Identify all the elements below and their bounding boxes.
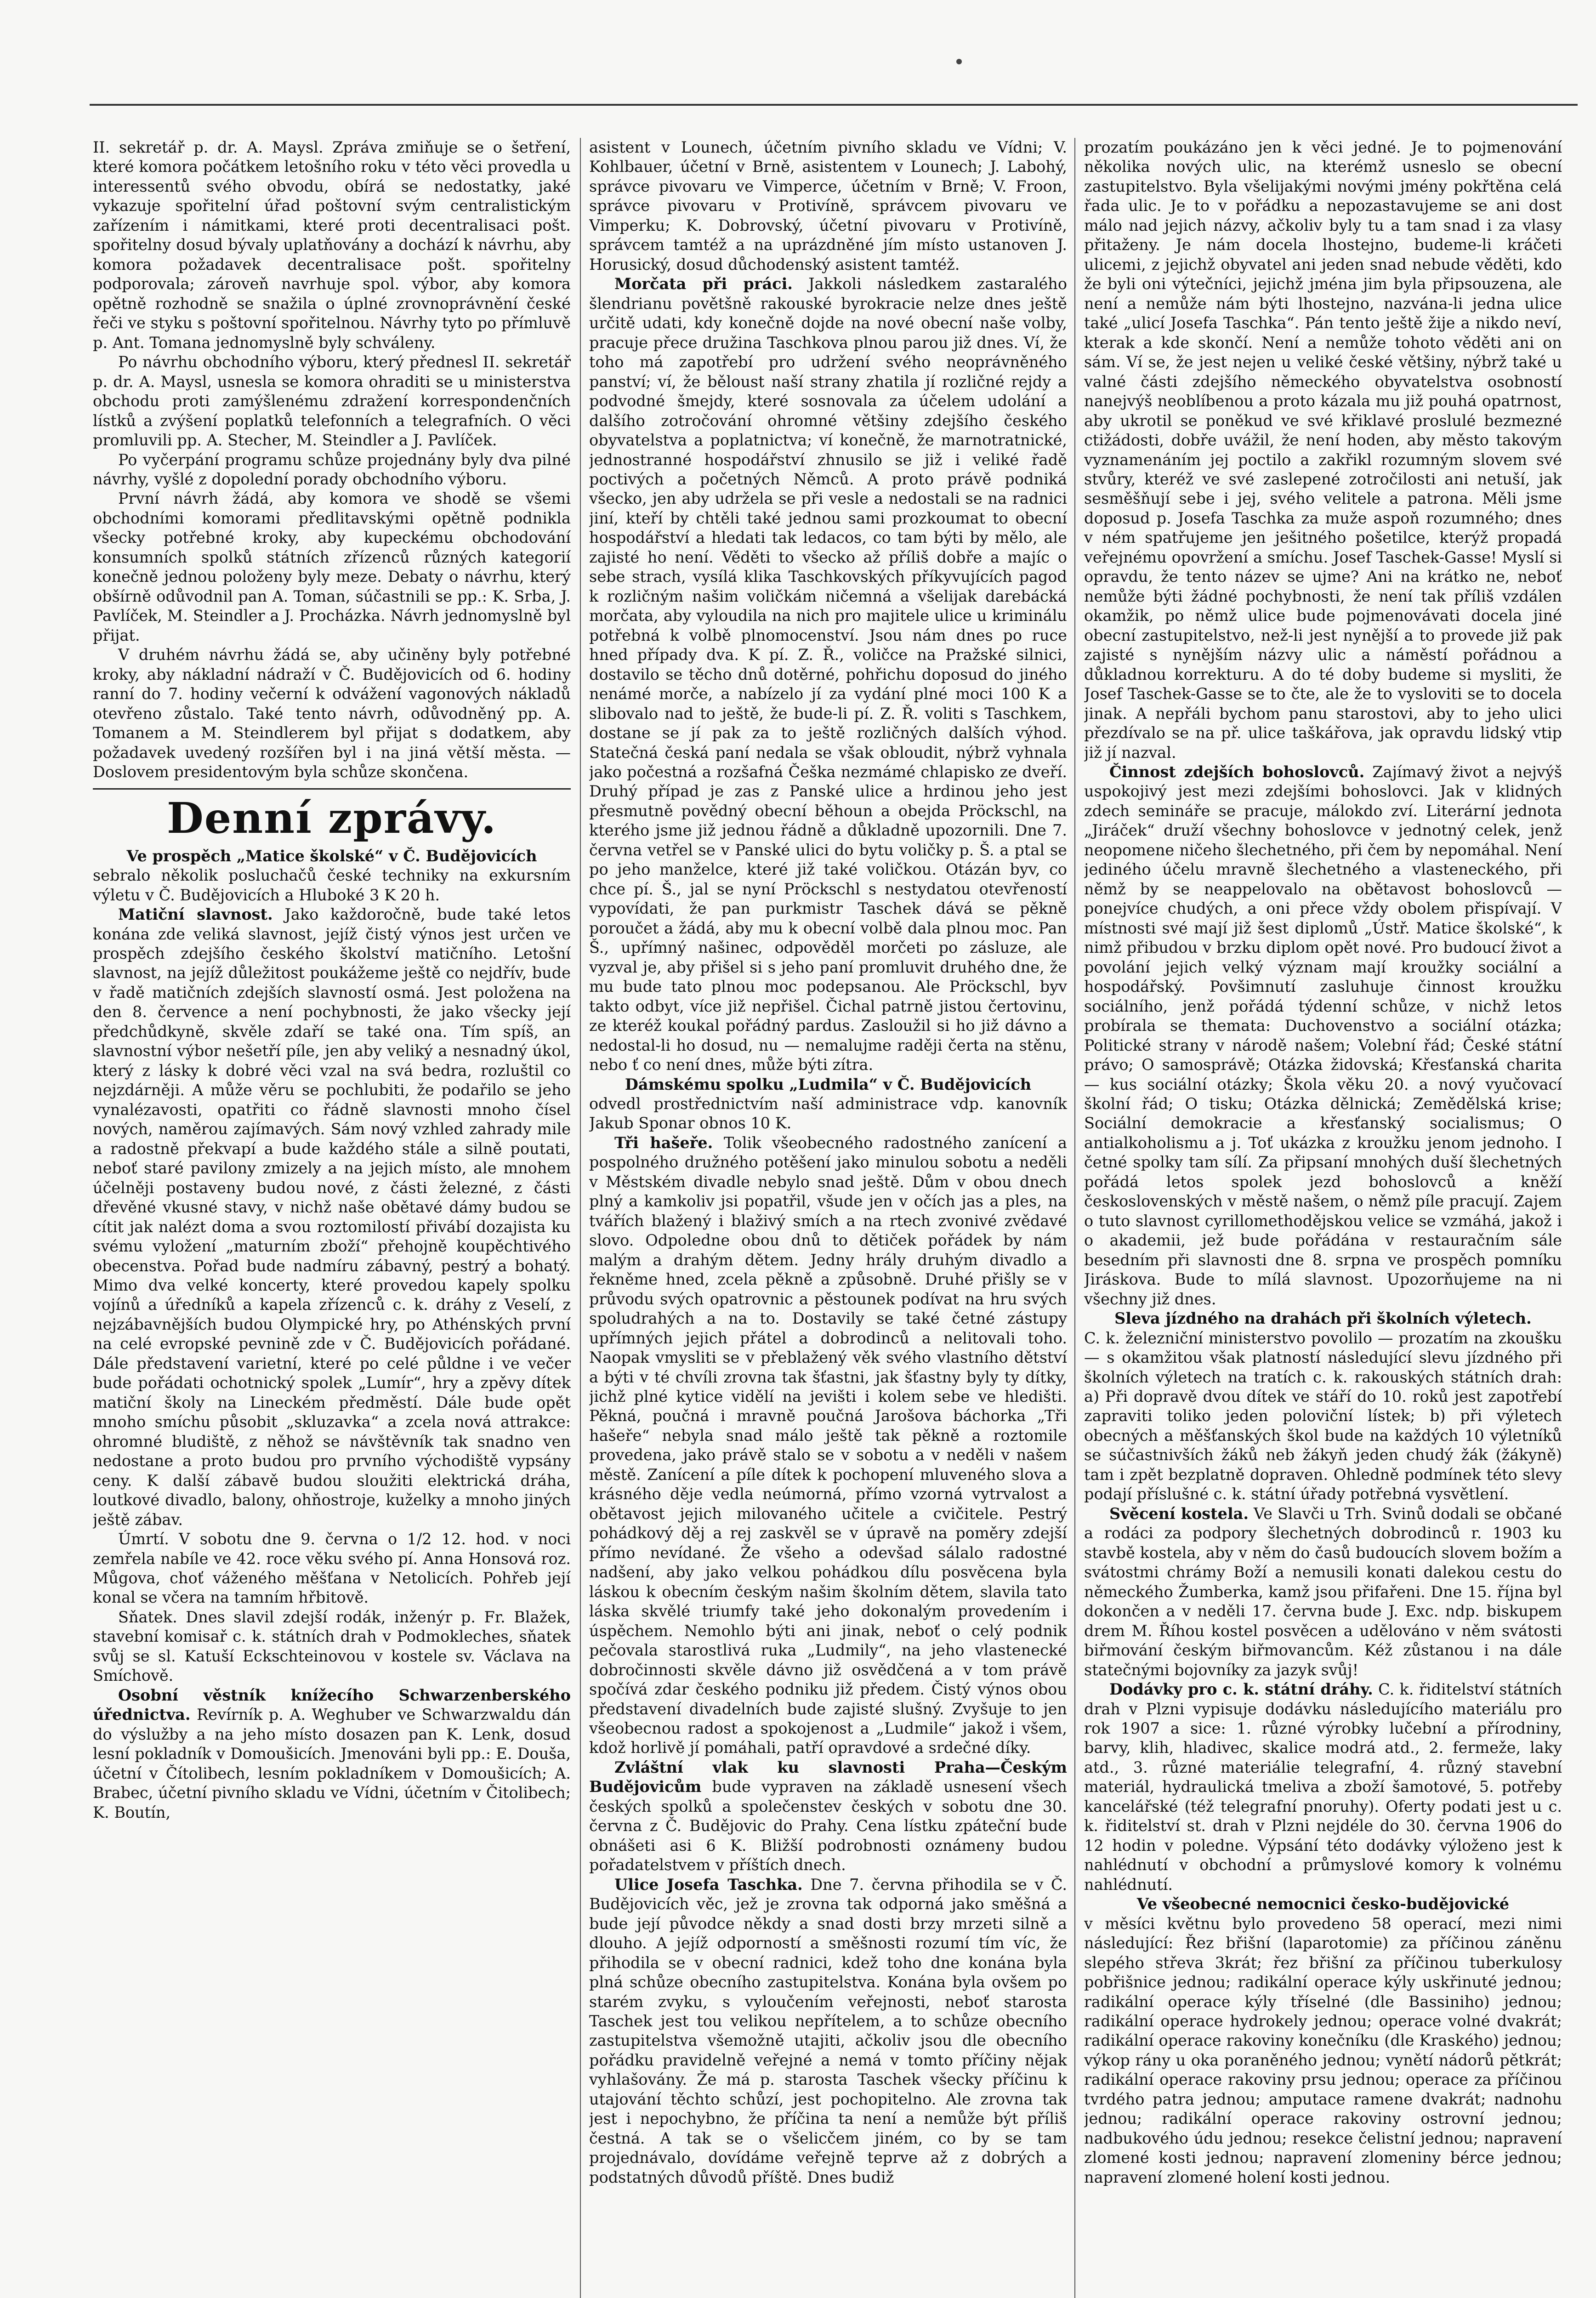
heading-tri-haasere: Tři hašeře. bbox=[614, 1133, 713, 1152]
paragraph-ulice: Dne 7. června přihodila se v Č. Budějovicích věc, jež je zrovna tak odporná jako směšná a bude její původce někdy a snad dosti brzy mrzeti silně a dlouho. A jejíž odporností a směšnosti rozumí tím víc, že přihodila se v obecní radnici, kdež toho dne konána byla plná schůze obecního zastupitelstva. Konána byla ovšem po starém zvyku, s vyloučením veřejnosti, neboť starosta Taschek jest tou velikou nepřítelem, a to schůze obecního zastupitelstva všemožně utajiti, ačkoliv jsou dle obecního pořádku pravidelně veřejné a nemá v tomto příčiny nějak vyhlašovány. Že má p. starosta Taschek všecky příčinu k utajování těchto schůzí, jest pochopitelno. Ale zrovna tak jest i nepochybno, že příčina ta není a nemůže být příliš čestná. A tak se o všelicčem jiném, co by se tam projednávalo, dovídáme veřejně teprve až z dobrých a podstatných důvodů příště. Dnes budiž bbox=[589, 1875, 1067, 2186]
column-2 bbox=[589, 138, 1067, 2298]
heading-nemocnice: Ve všeobecné nemocnici česko-budějovické bbox=[1136, 1895, 1510, 1913]
top-rule bbox=[90, 104, 1578, 106]
section-rule bbox=[93, 788, 571, 790]
heading-slavnost: Matiční slavnost. bbox=[118, 905, 273, 924]
paragraph-vestnik: Revírník p. A. Weghuber ve Schwarzwaldu dán do výslužby a na jeho místo dosazen pan K. Lenk, dosud lesní pokladník v Domoušicích. Jmenováni byli pp.: E. Douša, účetní v Čítolibech, lesním pokladníkem v Domoušicích; A. Brabec, účetní pivního skladu ve Vídni, účetním v Čitolibech; K. Boutín, bbox=[93, 1706, 571, 1821]
heading-dodavky: Dodávky pro c. k. státní dráhy. bbox=[1109, 1680, 1373, 1699]
paragraph-morcata: Jakkoli následkem zastaralého šlendrianu povětšně rakouské byrokracie nelze dnes ještě určitě udati, kdy konečně dojde na nové obecní naše volby, pracuje přece družina Taschkova plnou parou již dnes. Ví, že toho má zapotřebí pro udržení svého neoprávněného panství; ví, že běloust naší strany zhatila jí rozličné rejdy a podvodné šmejdy, které sosnovala za účelem udolání a dalšího zotročování ohromné většiny zdejšího českého obyvatelstva a poplatnictva; ví konečně, že marnotratnické, jednostranné hospodářství zhnusilo se již i veliké řadě poctivých a početných Němců. A proto právě podniká všecko, jen aby udržela se při vesle a nedostali se na radnici jiní, kteří by chtěli také jednou sami prozkoumat to obecní hospodářství a hledati tak ledacos, co tam býti by mělo, ale zajisté ho není. Věděti to všecko až příliš dobře a majíc o sebe strach, vysílá klika Taschkovských příkyvujících pagod k rozličným našim voličkám ničemná a všelijak darebácká morčata, aby vyloudila na nich pro majitele ulice u kriminálu potřebná k volbě plnomocenství. Jsou nám dnes po ruce hned případy dva. K pí. Z. Ř., voličce na Pražské silnici, dostavilo se těcho dnů dotěrné, pohřichu doposud do jiného nenámé morče, a nabízelo jí za vydání plné moci 100 K a slibovalo nad to ještě, že bude-li pí. Z. Ř. voliti s Taschkem, dostane se jí pak za to ještě rozličných dalších výhod. Statečná česká paní nedala se však obloudit, nýbrž vyhnala jako počestná a rozšafná Češka nezmámé chlapisko ze dveří. Druhý případ je zas z Panské ulice a hrdinou jeho jest přesmutně povědný obecní běhoun a obejda Pröckschl, na kterého jsme již jednou řádně a důkladně upozornili. Dne 7. června vetřel se v Panské ulici do bytu voličky p. Š. a ptal se po jeho manželce, které již také voličkou. Otázán byv, co chce pí. Š., jal se nyní Pröckschl s nestydatou otevřeností vypovídati, že pan purkmistr Taschek dává se pěkně poroučet a žádá, aby mu k obecní volbě dala plnou moc. Pan Š., upřímný našinec, odpověděl morčeti po zásluze, ale vyzval je, aby přišel si s jeho paní promluvit druhého dne, že mu bude tato plnou moc podepsanou. Ale Pröckschl, byv takto odbyt, více již nepřišel. Čichal patrně jistou čertovinu, ze kteréž koukal pořádný pardus. Zasloužil si ho již dávno a nedostal-li ho dosud, nu — nemalujme raději čerta na stěnu, nebo ť co není dnes, může býti zítra. bbox=[589, 275, 1067, 1074]
paragraph-tri-haasere: Tolik všeobecného radostného zanícení a pospolného družného potěšení jako minulou sobotu a neděli v Městském divadle nebylo snad ještě. Dům v obou dnech plný a kamkoliv jsi popatřil, všude jen v očích jas a ples, na tvářích blažený i blaživý smích a na rtech zvonivé zvědavé slovo. Odpoledne obou dnů to dětiček pořádek by nám malým a drahým dětem. Jedny hrály druhým divadlo a řekněme hned, zcela pěkně a způsobně. Druhé přišly se v průvodu svých opatrovnic a pěstounek podívat na hru svých spoludrahých a na to. Dostavily se také četné zástupy upřímných jejich přátel a dobrodinců a nelitovali toho. Naopak vmysliti se v přeblažený věk svého vlastního dětství a býti v té chvíli zrovna tak šťastni, jak šťastny byly ty dítky, jichž plné kytice vidělí na jevišti i kolem sebe ve hledišti. Pěkná, poučná i mravně poučná Jarošova báchorka „Tři hašeře“ nebyla snad málo ještě tak pěkně a roztomile provedena, jako právě stalo se v sobotu a v neděli v našem městě. Zanícení a píle dítek k pochopení mluveného slova a krásného děje vedla neúmorná, přímo vzorná vytrvalost a obětavost jejich milovaného učitele a cvičitele. Pestrý pohádkový děj a rej zaskvěl se v úpravě na poměry zdejší přímo nevídané. Že všeho a odevšad sálalo radostné nadšení, aby jako velkou pohádkou dílu posvěcena byla láskou k obecním českým našim školním dětem, slavila tato láska skvělé triumfy také jeho dokonalým provedením i úspěchem. Nemohlo býti ani jinak, neboť o celý podnik pečovala starostlivá ruka „Ludmily“, na jeho vlastenecké dobročinnosti skvěle dávno již osvědčená a v tom právě spočívá zdar českého podniku již předem. Čistý výnos obou představení divadelních bude zajisté slušný. Zvyšuje to jen všeobecnou radost a spokojenost a „Ludmile“ jakož i všem, kdož horlivě jí pomáhali, patří opravdové a srdečné díky. bbox=[589, 1133, 1067, 1757]
printed-dot bbox=[956, 59, 962, 64]
heading-ludmila: Dámskému spolku „Ludmila“ v Č. Budějovicích bbox=[625, 1075, 1032, 1093]
paragraph-sleva: C. k. železniční ministerstvo povolilo — prozatím na zkoušku — s okamžitou však platností následující slevu jízdného při školních výletech na tratích c. k. rakouských státních drah: a) Při dopravě dvou dítek ve stáří do 10. roků jest zapotřebí zapraviti toliko jeden poloviční lístek; b) při výletech obecných a měšťanských škol bude na každých 10 výletníků se súčastnivších žáků neb žákyň jeden chudý žák (žákyně) tam i zpět bezplatně dopraven. Ohledně podmínek této slevy podají příslušné c. k. státní úřady potřebná vysvětlení. bbox=[1084, 1329, 1562, 1503]
heading-cinnost: Činnost zdejších bohoslovců. bbox=[1109, 763, 1365, 781]
paragraph-cinnost: Zajímavý život a nejvýš uspokojivý jest mezi zdejšími bohoslovci. Jak v klidných zdech semináře se pracuje, málokdo zví. Literární jednota „Jiráček“ druží všechny bohoslovce v jednotný celek, jenž neopomene ničeho šlechetného, při čem by nepomáhal. Není jediného účelu mravně šlechetného a vlasteneckého, při němž by se neappelovalo na obětavost bohoslovců — ponejvíce chudých, a oni přece vždy obolem přispívají. V místnosti své mají již šest diplomů „Ústř. Matice školské“, k nimž přibudou v brzku diplom opět nové. Pro budoucí život a povolání jejich velký význam mají kroužky sociální a hospodářský. Povšimnutí zasluhuje činnost kroužku sociálního, jenž pořádá týdenní schůze, v nichž letos probírala se themata: Duchovenstvo a sociální otázka; Politické strany v národě našem; Volební řád; České státní právo; O samosprávě; Otázka židovská; Křesťanská charita — kus sociální otázky; Škola věku 20. a nový vyučovací školní řád; O tisku; Otázka dělnická; Zemědělská krise; Sociální demokracie a křesťanský socialismus; O antialkoholismu a j. Toť ukázka z kroužku jenom jednoho. I četné spolky tam sílí. Za připsaní mnohých duší šlechetných pořádá letos spolek jezd bohoslovců a kněží československých v městě našem, o němž píle pracují. Zajem o tuto slavnost cyrillomethodějskou velice se vzmáhá, jakož i o akademii, jež bude pořádána v restauračním sále besedním při slavnosti dne 8. srpna ve prospěch pomníku Jiráskova. Bude to mílá slavnost. Upozorňujeme na ni všechny již dnes. bbox=[1084, 763, 1562, 1308]
paragraph-ludmila: odvedl prostřednictvím naší administrace vdp. kanovník Jakub Sponar obnos 10 K. bbox=[589, 1094, 1067, 1132]
paragraph-second-motion: V druhém návrhu žádá se, aby učiněny byly potřebné kroky, aby nákladní nádraží v Č. Budějovicích od 6. hodiny ranní do 7. hodiny večerní k odvážení vagonových nákladů otevřeno zůstalo. Také tento návrh, odůvodněný pp. A. Tomanem a M. Steindlerem byl přijat s dodatkem, aby požadavek uvedený rozšířen byl i na jiná větší města. — Doslovem presidentovým byla schůze skončena. bbox=[93, 646, 571, 781]
paragraph-matice: sebralo několik posluchačů české techniky na exkursním výletu v Č. Budějovicích a Hluboké 3 K 20 h. bbox=[93, 866, 571, 904]
column-divider-2 bbox=[1074, 138, 1075, 2298]
paragraph-postal-savings: II. sekretář p. dr. A. Maysl. Zpráva zmiňuje se o šetření, které komora počátkem letošního roku v této věci provedla u interessentů svého obvodu, obírá se nedostatky, jaké vykazuje spořitelní úřad poštovní svým centralistickým zařízením i námitkami, které proti decentralisaci pošt. spořitelny dosud bývaly uplatňovány a dochází k návrhu, aby komora požadavek decentralisace pošt. spořitelny podporovala; zároveň navrhuje spol. výbor, aby komora opětně rozhodně se snažila o úplné zrovnoprávnění české řeči ve styku s poštovní spořitelnou. Návrhy tyto po přímluvě p. Ant. Tomana jednomyslně byly schváleny. bbox=[93, 138, 571, 352]
paragraph-telephone-fees: Po návrhu obchodního výboru, který přednesl II. sekretář p. dr. A. Maysl, usnesla se komora ohraditi se u ministerstva obchodu proti zamýšlenému zdražení korrespondenčních lístků a zvýšení poplatků telefonních a telegrafních. O věci promluvili pp. A. Stecher, M. Steindler a J. Pavlíček. bbox=[93, 353, 571, 449]
heading-ulice: Ulice Josefa Taschka. bbox=[614, 1875, 803, 1894]
heading-vestnik: Osobní věstník knížecího Schwarzenberského úřednictva. bbox=[93, 1686, 571, 1724]
paragraph-sveceni: Ve Slavči u Trh. Svinů dodali se občané a rodáci za podpory šlechetných dobrodinců r. 1903 ku stavbě kostela, aby v něm do časů budoucích slovem božím a svátostmi chrámy Boží a nemusili konati dalekou cestu do německého Žumberka, kamž jsou přifařeni. Dne 15. října byl dokončen a v neděli 17. června bude J. Exc. ndp. biskupem drem M. Říhou kostel posvěcen a udělováno v něm svátosti biřmování českým biřmovancům. Kéž zůstanou i na dále statečnými bojovníky za jazyk svůj! bbox=[1084, 1504, 1562, 1679]
heading-vlak: Zvláštní vlak ku slavnosti Praha—Českým Budějovicům bbox=[589, 1758, 1067, 1796]
paragraph-snatek: Sňatek. Dnes slavil zdejší rodák, inženýr p. Fr. Blažek, stavební komisař c. k. státních drah v Podmokleches, sňatek svůj se sl. Katuší Eckschteinovou v kostele sv. Václava na Smíchově. bbox=[93, 1608, 571, 1685]
heading-morcata: Morčata při práci. bbox=[614, 275, 793, 293]
heading-matice: Ve prospěch „Matice školské“ v Č. Budějovicích bbox=[126, 847, 537, 865]
heading-sveceni: Svěcení kostela. bbox=[1109, 1504, 1249, 1523]
paragraph-appointments: asistent v Lounech, účetním pivního skladu ve Vídni; V. Kohlbauer, účetní v Brně, asistentem v Lounech; J. Labohý, správce pivovaru ve Vimperce, účetním v Brně; V. Froon, správce pivovaru v Protivíně, správcem pivovaru ve Vimperku; K. Dobrovský, účetní pivovaru v Protivíně, správcem tamtéž a na uprázdněné jím místo ustanoven J. Horusický, dosud důchodenský asistent tamtéž. bbox=[589, 138, 1067, 273]
column-1 bbox=[93, 138, 571, 2298]
paragraph-street-names: prozatím poukázáno jen k věci jedné. Je to pojmenování několika nových ulic, na kterémž usneslo se obecní zastupitelstvo. Byla všelijakými novými jmény pokřtěna celá řada ulic. Je to v pořádku a nepozastavujeme se ani dost málo nad jejich názvy, ačkoliv byly tu a tam snad i za vlasy přitaženy. Je nám docela lhostejno, budeme-li kráčeti ulicemi, z jejichž obyvatel ani jeden snad nebude věděti, kdo že byli oni výtečníci, jejichž jména jim byla připsouzena, ale není a nemůže nám býti lhostejno, nazvána-li jedna ulice také „ulicí Josefa Taschka“. Pán tento ještě žije a nikdo neví, kterak a kde skončí. Není a nemůže tohoto věděti ani on sám. Ví se, že jest nejen u veliké české většiny, nýbrž také u valné části zdejšího německého obyvatelstva osobností nanejvýš neoblíbenou a proto kázala mu již pouhá opatrnost, aby ukrotil se poněkud ve své křiklavé proslulé bezmezné ctižádosti, dobře uvážil, že není hoden, aby město takovým vyznamenáním jej poctilo a zakřikl rozumným slovem své stvůry, kteréž ve své zaslepené zotročilosti ani netuší, jak sesměšňují sebe i jej, svého velitele a patrona. Měli jsme doposud p. Josefa Taschka za muže aspoň rozumného; dnes v ném spatřujeme jen ješitného pošetilce, kterýž propadá veřejnému opovržení a smíchu. Josef Taschek-Gasse! Myslí si opravdu, že tento název se ujme? Ani na krátko ne, neboť nemůže býti žádné pochybnosti, že není tak příliš vzdálen okamžik, po němž ulice bude pojmenovávati docela jiné obecní zastupitelstvo, než-li jest nynější a to provede již pak zajisté s nynějším názvy ulic a náměstí pořádnou a důkladnou korrekturu. A do té doby budeme si mysliti, že Josef Taschek-Gasse se to čte, ale že to vysloviti se to docela jinak. A nepřáli bychom panu starostovi, aby to jeho ulici přezdívalo se na př. ulice taškářova, jak opravdu lidský vtip již jí nazval. bbox=[1084, 138, 1562, 762]
paragraph-dodavky: C. k. řiditelství státních drah v Plzni vypisuje dodávku následujícího materiálu pro rok 1907 a sice: 1. různé výrobky lučební a přírodniny, barvy, klih, hladivec, skalice modrá atd., 2. fermeže, laky atd., 3. různé materiálie telegrafní, 4. různý stavební materiál, hydraulická tmeliva a zboží šamotové, 5. potřeby kancelářské (též telegrafní pnoruhy). Oferty podati jest u c. k. řiditelství st. drah v Plzni nejdéle do 30. června 1906 do 12 hodin v poledne. Výpsání této dodávky výloženo jest k nahlédnutí v obchodní a průmyslové komory k volnému nahlédnutí. bbox=[1084, 1680, 1562, 1894]
paragraph-umrti: Úmrtí. V sobotu dne 9. června o 1/2 12. hod. v noci zemřela nabíle ve 42. roce věku svého pí. Anna Honsová roz. Můgova, choť váženého měšťana v Netolicích. Pohřeb její konal se včera na tamním hřbitově. bbox=[93, 1530, 571, 1607]
column-divider-1 bbox=[580, 138, 581, 2298]
paragraph-vlak: bude vypraven na základě usnesení všech českých spolků a společenstev českých v sobotu dne 30. června z Č. Budějovic do Prahy. Cena lístku zpáteční bude obnášeti asi 6 K. Bližší podrobnosti oznámeny budou pořadatelstvem v příštích dnech. bbox=[589, 1778, 1067, 1874]
paragraph-nemocnice: v měsíci květnu bylo provedeno 58 operací, mezi nimi následující: Řez břišní (laparotomie) za příčinou záněnu slepého střeva 3krát; řez břišní za příčinou tuberkulosy pobřišnice jednou; radikální operace kýly uskřinuté jednou; radikální operace kýly tříselné (dle Bassiniho) jednou; radikální operace hydrokely jednou; operace volné dvakrát; radikální operace rakoviny konečníku (dle Kraského) jednou; výkop rány u oka poraněného jednou; vynětí nádorů pětkrát; radikální operace rakoviny prsu jednou; operace za příčinou tvrdého patra jednou; amputace ramene dvakrát; nadnohu jednou; radikální operace rakoviny ostrovní jednou; nadbukového údu jednou; resekce čelistní jednou; napravení zlomené kosti jednou; napravení zlomeniny bérce jednou; napravení zlomené holení kosti jednou. bbox=[1084, 1914, 1562, 2186]
paragraph-slavnost: Jako každoročně, bude také letos konána zde veliká slavnost, jejíž čistý výnos jest určen ve prospěch zdejšího českého školství matičního. Letošní slavnost, na jejíž důležitost poukážeme ještě co nejdřív, bude v řadě matičních zdejších slavností osmá. Jest položena na den 8. července a není pochybnosti, že jako všecky její předchůdkyně, skvěle zdaří se také ona. Tím spíš, an slavnostní výbor nešetří píle, jen aby veliký a nesnadný úkol, který z lásky k dobré věci vzal na svá bedra, rozluštil co nejzdárněji. A může věru se pochlubiti, že podařilo se jeho vynalézavosti, opatřiti co řádně slavnosti mnoho čísel nových, naměrou zajímavých. Sám nový vzhled zahrady mile a radostně překvapí a bude každého stále a silně poutati, neboť staré pavilony zmizely a na jejich místo, ale mnohem účelněji postaveny budou nové, z části železné, z části dřevěné vkusné stavy, v nichž naše obětavé dámy budou se cítit jak nalézt doma a svou roztomilostí přivábí dozajista ku svému vyložení „maturním zboží“ přehojně koupěchtivého obecenstva. Pořad bude nadmíru zábavný, pestrý a bohatý. Mimo dva velké koncerty, které provedou kapely spolku vojínů a úředníků a kapela zřízenců c. k. dráhy z Veselí, z nejzábavnějších budou Olympické hry, po Athénských první na celé evropské pevnině zde v Č. Budějovicích pořádané. Dále představení varietní, které po celé půldne i ve večer bude pořádati ochotnický spolek „Lumír“, hry a zpěvy dítek matiční školy na Lineckém předměstí. Dále bude opět mnoho smíchu působit „skluzavka“ a zcela nová attrakce: ohromné bludiště, z něhož se návštěvník tak snadno ven nedostane a proto budou pro prvního východiště vypsány ceny. K další zábavě budou sloužiti elektrická dráha, loutkové divadlo, balony, ohňostroje, kuželky a mnoho jiných ještě zábav. bbox=[93, 905, 571, 1529]
column-3 bbox=[1084, 138, 1562, 2298]
paragraph-urgent-motions: Po vyčerpání programu schůze projednány byly dva pilné návrhy, vyšlé z dopolední porady obchodního výboru. bbox=[93, 450, 571, 488]
section-title: Denní zprávy. bbox=[166, 793, 497, 843]
paragraph-first-motion: První návrh žádá, aby komora ve shodě se všemi obchodními komorami předlitavskými opětně podnikla všecky potřebné kroky, aby kupeckému obchodování konsumních spolků státních zřízenců různých kategorií konečně jednou položeny byly meze. Debaty o návrhu, který obšírně odůvodnil pan A. Toman, súčastnili se pp.: K. Srba, J. Pavlíček, M. Steindler a J. Procházka. Návrh jednomyslně byl přijat. bbox=[93, 489, 571, 644]
heading-sleva: Sleva jízdného na drahách při školních výletech. bbox=[1114, 1309, 1532, 1328]
